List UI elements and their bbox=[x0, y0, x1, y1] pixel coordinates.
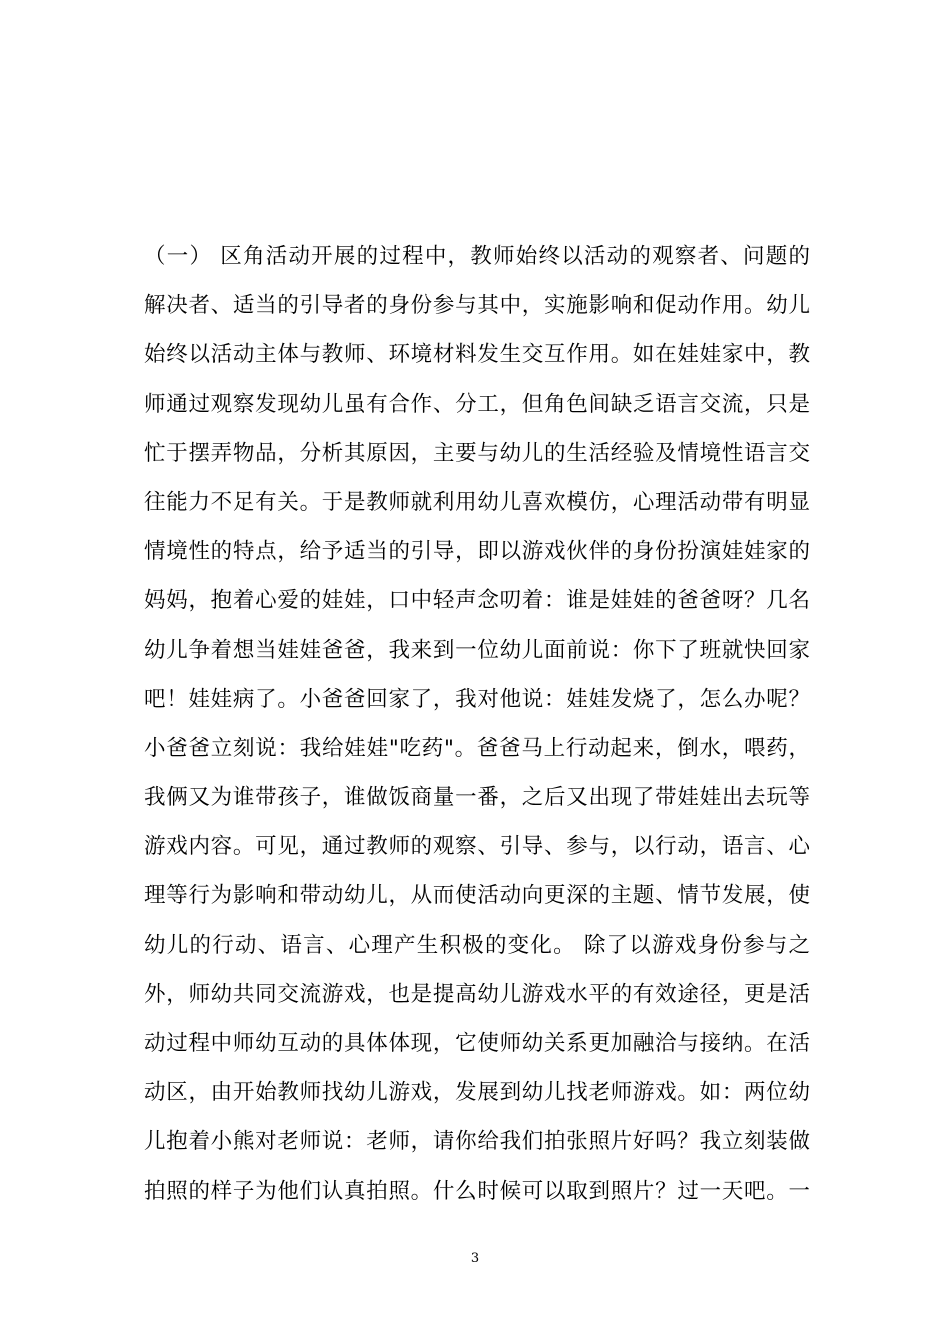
text-line: 儿抱着小熊对老师说：老师，请你给我们拍张照片好吗？我立刻装做 bbox=[144, 1129, 810, 1155]
text-line: 游戏内容。可见，通过教师的观察、引导、参与，以行动，语言、心 bbox=[144, 834, 810, 860]
text-line: 妈妈，抱着心爱的娃娃，口中轻声念叨着：谁是娃娃的爸爸呀？几名 bbox=[144, 588, 810, 614]
text-line: 吧！娃娃病了。小爸爸回家了，我对他说：娃娃发烧了，怎么办呢？ bbox=[144, 686, 810, 712]
text-line: 幼儿的行动、语言、心理产生积极的变化。 除了以游戏身份参与之 bbox=[144, 932, 810, 958]
text-line: 动区，由开始教师找幼儿游戏，发展到幼儿找老师游戏。如：两位幼 bbox=[144, 1080, 810, 1106]
text-line: （一） 区角活动开展的过程中，教师始终以活动的观察者、问题的 bbox=[144, 244, 810, 269]
body-text bbox=[144, 232, 810, 1216]
text-line: 忙于摆弄物品，分析其原因，主要与幼儿的生活经验及情境性语言交 bbox=[144, 440, 810, 466]
text-line: 往能力不足有关。于是教师就利用幼儿喜欢模仿，心理活动带有明显 bbox=[144, 489, 810, 515]
page-number: 3 bbox=[470, 1251, 480, 1266]
text-line: 始终以活动主体与教师、环境材料发生交互作用。如在娃娃家中，教 bbox=[144, 342, 810, 368]
text-line: 动过程中师幼互动的具体体现，它使师幼关系更加融洽与接纳。在活 bbox=[144, 1031, 810, 1056]
text-line: 拍照的样子为他们认真拍照。什么时候可以取到照片？过一天吧。一 bbox=[144, 1178, 810, 1204]
text-line: 外，师幼共同交流游戏，也是提高幼儿游戏水平的有效途径，更是活 bbox=[144, 981, 810, 1007]
text-line: 理等行为影响和带动幼儿，从而使活动向更深的主题、情节发展，使 bbox=[144, 883, 810, 909]
text-line: 解决者、适当的引导者的身份参与其中，实施影响和促动作用。幼儿 bbox=[144, 293, 810, 319]
text-line: 情境性的特点，给予适当的引导，即以游戏伙伴的身份扮演娃娃家的 bbox=[144, 539, 810, 565]
text-line: 小爸爸立刻说：我给娃娃"吃药"。爸爸马上行动起来，倒水，喂药， bbox=[144, 735, 810, 761]
text-line: 幼儿争着想当娃娃爸爸，我来到一位幼儿面前说：你下了班就快回家 bbox=[144, 637, 810, 663]
text-line: 师通过观察发现幼儿虽有合作、分工，但角色间缺乏语言交流，只是 bbox=[144, 391, 810, 417]
text-line: 我俩又为谁带孩子，谁做饭商量一番，之后又出现了带娃娃出去玩等 bbox=[144, 785, 810, 811]
